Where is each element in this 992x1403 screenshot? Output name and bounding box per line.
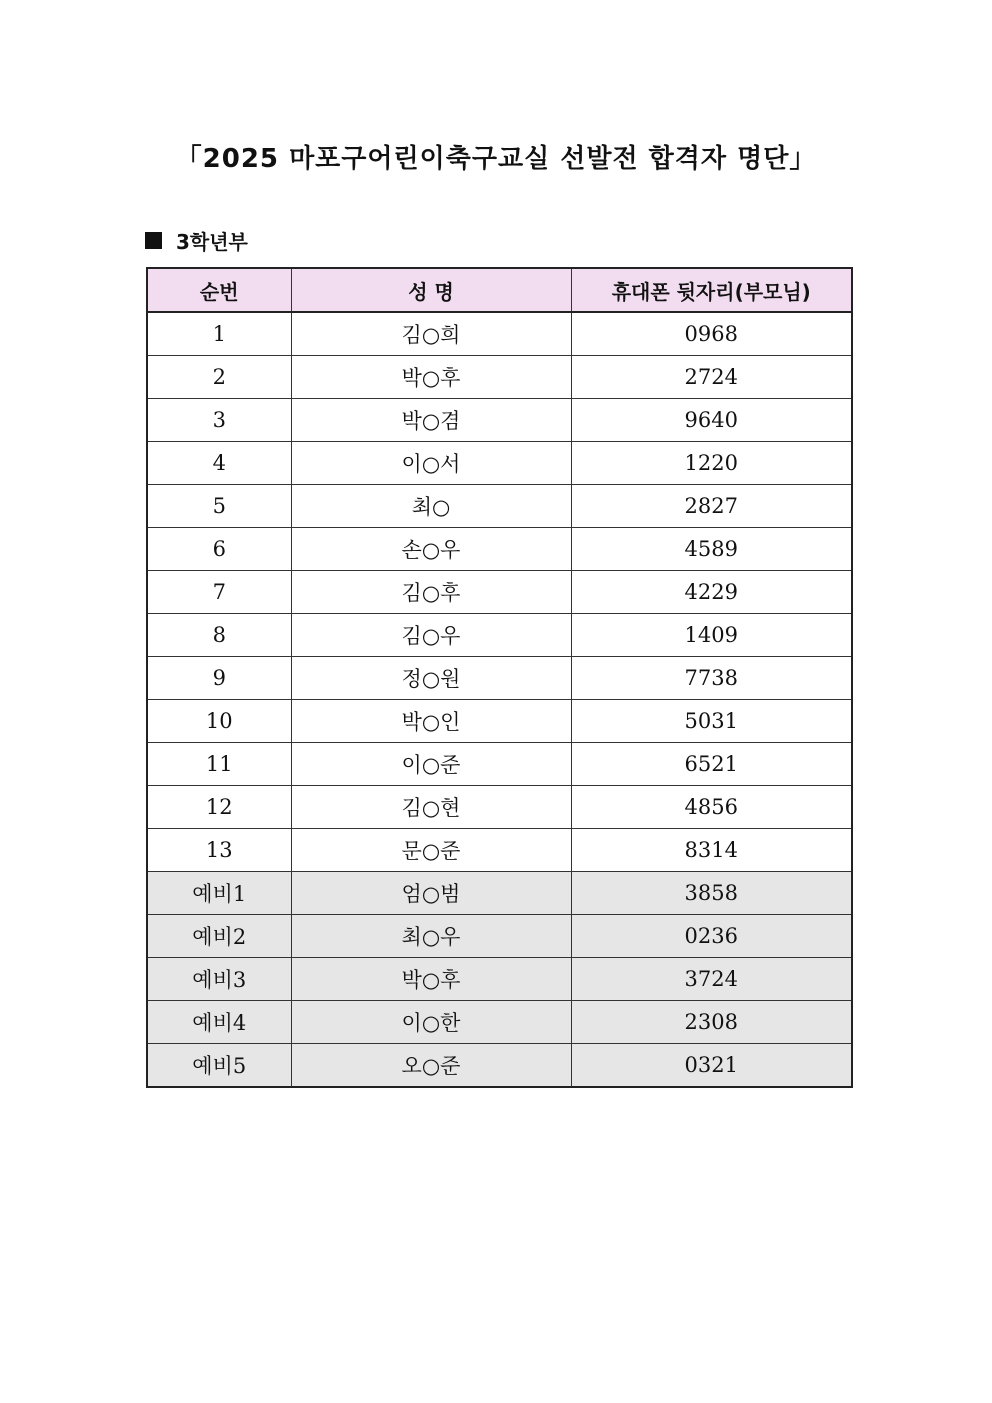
row-number: 예비5 (147, 1044, 291, 1088)
row-name: 이○서 (291, 442, 571, 485)
row-phone: 1409 (571, 614, 852, 657)
row-name: 김○후 (291, 571, 571, 614)
row-phone: 0321 (571, 1044, 852, 1088)
row-number: 7 (147, 571, 291, 614)
row-phone: 6521 (571, 743, 852, 786)
row-phone: 5031 (571, 700, 852, 743)
row-phone: 4589 (571, 528, 852, 571)
reserve-row (147, 958, 852, 1001)
row-phone: 9640 (571, 399, 852, 442)
row-name: 손○우 (291, 528, 571, 571)
table-row (147, 399, 852, 442)
row-phone: 2308 (571, 1001, 852, 1044)
row-number: 예비4 (147, 1001, 291, 1044)
row-name: 이○준 (291, 743, 571, 786)
table-row (147, 786, 852, 829)
row-number: 10 (147, 700, 291, 743)
row-name: 박○후 (291, 356, 571, 399)
row-number: 9 (147, 657, 291, 700)
row-name: 문○준 (291, 829, 571, 872)
row-phone: 7738 (571, 657, 852, 700)
row-phone: 3858 (571, 872, 852, 915)
row-number: 예비1 (147, 872, 291, 915)
row-number: 4 (147, 442, 291, 485)
table-row (147, 312, 852, 356)
row-name: 이○한 (291, 1001, 571, 1044)
row-number: 11 (147, 743, 291, 786)
row-number: 예비2 (147, 915, 291, 958)
row-name: 박○겸 (291, 399, 571, 442)
table-header-row (147, 268, 852, 312)
header-phone: 휴대폰 뒷자리(부모님) (571, 268, 852, 312)
table-row (147, 614, 852, 657)
document-title: 「2025 마포구어린이축구교실 선발전 합격자 명단」 (175, 144, 817, 174)
section-heading (145, 226, 248, 255)
reserve-row (147, 1044, 852, 1088)
row-number: 2 (147, 356, 291, 399)
section-label: 3학년부 (176, 230, 248, 254)
header-name: 성 명 (291, 268, 571, 312)
reserve-row (147, 872, 852, 915)
table-row (147, 528, 852, 571)
row-phone: 3724 (571, 958, 852, 1001)
row-name: 오○준 (291, 1044, 571, 1088)
row-number: 8 (147, 614, 291, 657)
reserve-row (147, 1001, 852, 1044)
table-row (147, 442, 852, 485)
table-row (147, 829, 852, 872)
row-phone: 2724 (571, 356, 852, 399)
roster-body (147, 312, 852, 1087)
row-number: 3 (147, 399, 291, 442)
row-phone: 4229 (571, 571, 852, 614)
row-number: 5 (147, 485, 291, 528)
table-row (147, 356, 852, 399)
row-number: 1 (147, 312, 291, 356)
row-name: 엄○범 (291, 872, 571, 915)
row-name: 박○인 (291, 700, 571, 743)
square-bullet-icon (145, 232, 162, 249)
row-name: 최○우 (291, 915, 571, 958)
row-phone: 1220 (571, 442, 852, 485)
row-name: 최○ (291, 485, 571, 528)
row-number: 12 (147, 786, 291, 829)
row-number: 13 (147, 829, 291, 872)
row-phone: 2827 (571, 485, 852, 528)
row-name: 박○후 (291, 958, 571, 1001)
table-row (147, 485, 852, 528)
reserve-row (147, 915, 852, 958)
row-name: 김○우 (291, 614, 571, 657)
table-row (147, 743, 852, 786)
row-number: 6 (147, 528, 291, 571)
table-row (147, 571, 852, 614)
row-name: 김○희 (291, 312, 571, 356)
row-number: 예비3 (147, 958, 291, 1001)
row-name: 정○원 (291, 657, 571, 700)
row-phone: 0968 (571, 312, 852, 356)
table-row (147, 700, 852, 743)
header-number: 순번 (147, 268, 291, 312)
row-phone: 0236 (571, 915, 852, 958)
table-row (147, 657, 852, 700)
roster-table (146, 267, 853, 1088)
row-phone: 4856 (571, 786, 852, 829)
row-phone: 8314 (571, 829, 852, 872)
row-name: 김○현 (291, 786, 571, 829)
